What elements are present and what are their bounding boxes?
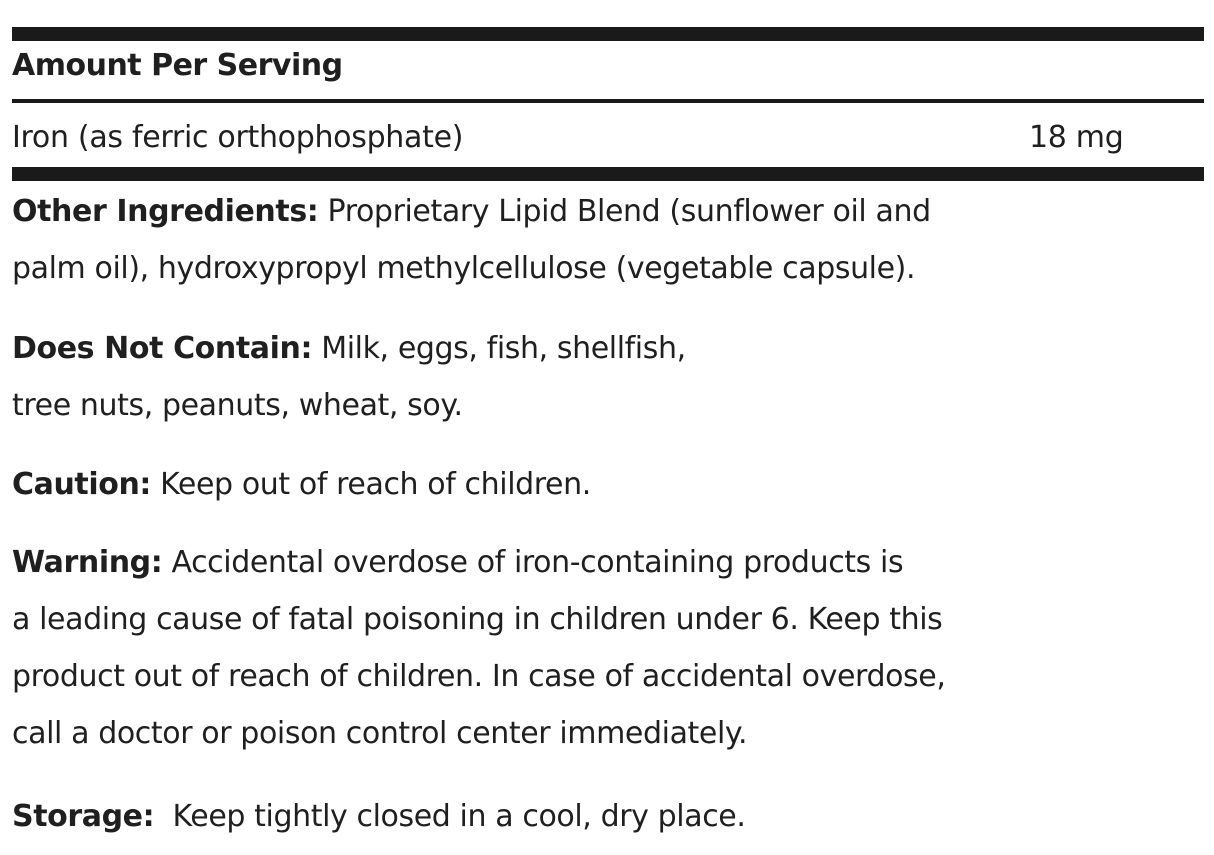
- thin-divider: [12, 99, 1204, 103]
- caution-label: Caution:: [12, 467, 152, 502]
- does-not-contain-line-2: tree nuts, peanuts, wheat, soy.: [12, 388, 463, 423]
- does-not-contain-text-1: Milk, eggs, fish, shellfish,: [312, 331, 686, 366]
- amount-per-serving-heading: Amount Per Serving: [12, 48, 343, 83]
- warning-line-3: product out of reach of children. In case of accidental overdose,: [12, 659, 946, 694]
- warning-line-1: [12, 534, 1072, 591]
- caution-line: [12, 456, 1072, 513]
- other-ingredients-line-1: [12, 183, 1072, 240]
- does-not-contain-line-1: [12, 320, 1072, 377]
- other-ingredients-label: Other Ingredients:: [12, 194, 319, 229]
- other-ingredients-section: [12, 183, 1072, 297]
- storage-line: [12, 788, 1072, 845]
- warning-line-4: call a doctor or poison control center immediately.: [12, 716, 748, 751]
- nutrient-amount: 18 mg: [1029, 120, 1124, 155]
- storage-label: Storage:: [12, 799, 155, 834]
- caution-text: Keep out of reach of children.: [151, 467, 591, 502]
- thick-divider-middle: [12, 167, 1204, 181]
- other-ingredients-line-2: palm oil), hydroxypropyl methylcellulose (vegetable capsule).: [12, 251, 916, 286]
- does-not-contain-section: [12, 320, 1072, 434]
- warning-text-1: Accidental overdose of iron-containing products is: [162, 545, 904, 580]
- nutrient-row-iron: [12, 117, 1204, 159]
- storage-section: [12, 788, 1072, 845]
- supplement-label: [12, 0, 1204, 855]
- storage-text: Keep tightly closed in a cool, dry place.: [154, 799, 746, 834]
- warning-section: [12, 534, 1072, 762]
- does-not-contain-label: Does Not Contain:: [12, 331, 313, 366]
- warning-line-2: a leading cause of fatal poisoning in children under 6. Keep this: [12, 602, 943, 637]
- thick-divider-top: [12, 27, 1204, 41]
- caution-section: [12, 456, 1072, 513]
- warning-label: Warning:: [12, 545, 163, 580]
- nutrient-name: Iron (as ferric orthophosphate): [12, 120, 464, 155]
- other-ingredients-text-1: Proprietary Lipid Blend (sunflower oil and: [318, 194, 931, 229]
